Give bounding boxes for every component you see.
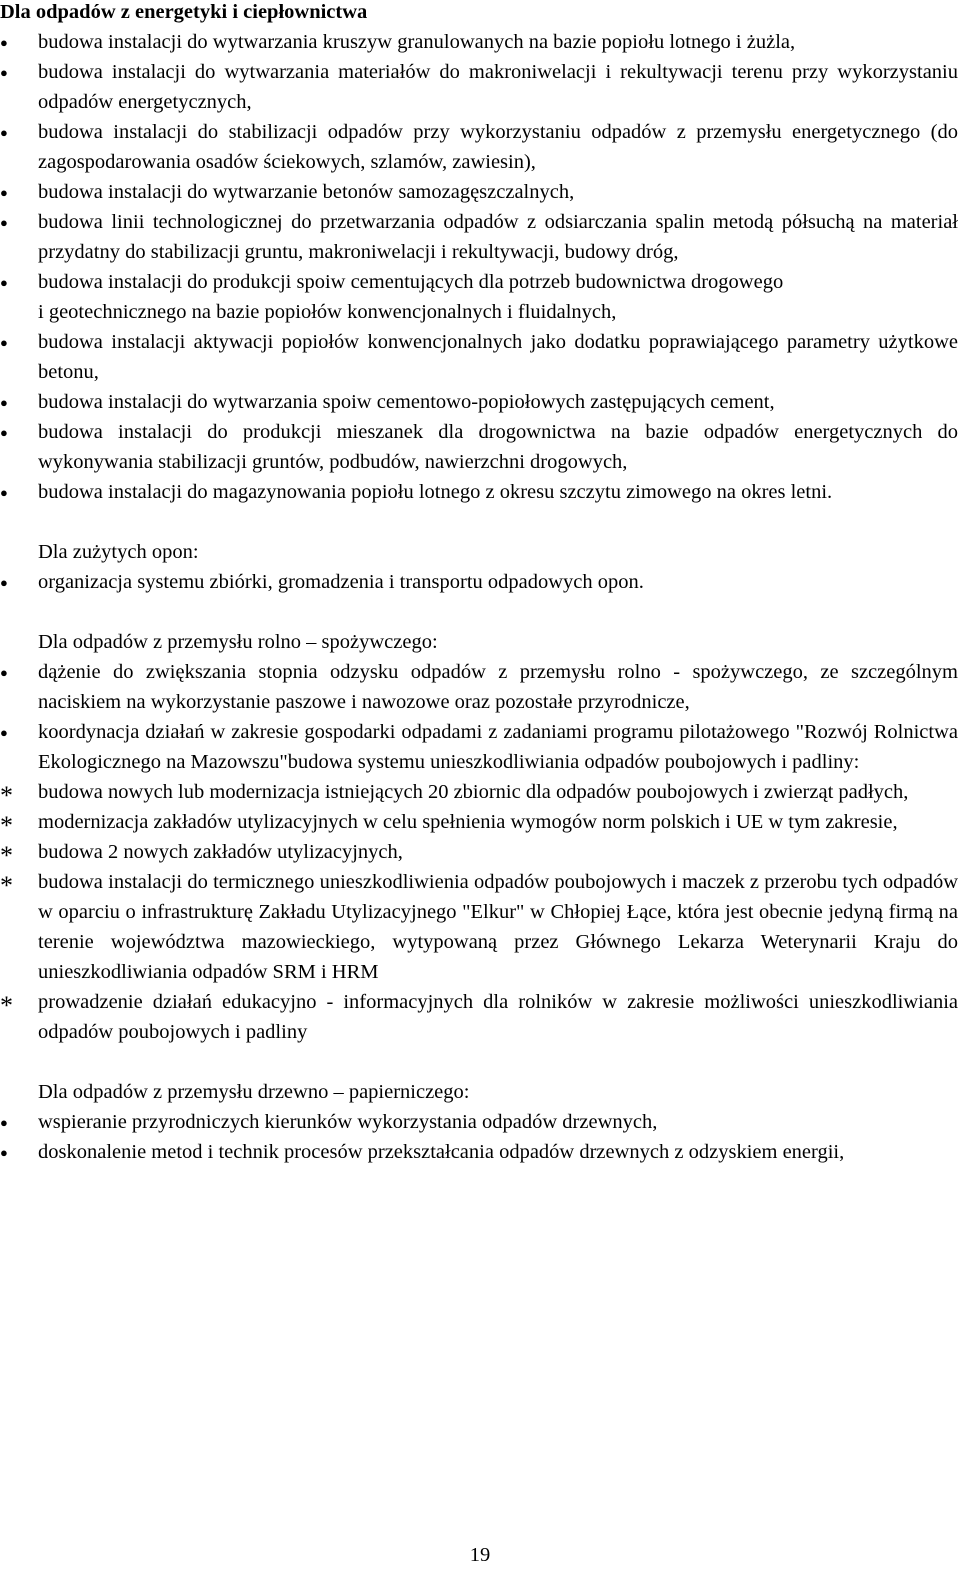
- list-item: [0, 477, 958, 507]
- list-item-text: budowa 2 nowych zakładów utylizacyjnych,: [38, 841, 403, 863]
- list-item: [0, 417, 958, 477]
- asterisk-icon: [0, 867, 20, 898]
- list-item: [0, 1107, 958, 1137]
- asterisk-icon: [0, 777, 20, 808]
- list-item-text: organizacja systemu zbiórki, gromadzenia i transportu odpadowych opon.: [38, 571, 644, 593]
- list-item: [0, 567, 958, 597]
- sub-list-item: [0, 807, 958, 837]
- bullet-icon: [0, 567, 20, 600]
- bullet-icon: [0, 417, 20, 450]
- list-item-text: doskonalenie metod i technik procesów przekształcania odpadów drzewnych z odzyskiem energii,: [38, 1141, 845, 1163]
- bullet-icon: [0, 57, 20, 90]
- bullet-icon: [0, 1107, 20, 1140]
- asterisk-icon: [0, 837, 20, 868]
- list-item-text: budowa instalacji aktywacji popiołów konwencjonalnych jako dodatku poprawiającego parametry użytkowe betonu,: [38, 331, 958, 383]
- asterisk-icon: [0, 987, 20, 1018]
- sub-list-item: [0, 777, 958, 807]
- list-item-text: koordynacja działań w zakresie gospodarki odpadami z zadaniami programu pilotażowego "Rozwój Rolnictwa Ekologicznego na Mazowszu"budowa systemu unieszkodliwiania odpadów poubojowych i padliny:: [38, 721, 958, 773]
- list-item: [0, 177, 958, 207]
- list-item-text: budowa instalacji do wytwarzania spoiw cementowo-popiołowych zastępujących cement,: [38, 391, 775, 413]
- sub-list-item: [0, 987, 958, 1047]
- bullet-icon: [0, 717, 20, 750]
- list-item: [0, 657, 958, 717]
- list-item-text: budowa instalacji do wytwarzania materiałów do makroniwelacji i rekultywacji terenu przy wykorzystaniu odpadów energetycznych,: [38, 61, 958, 113]
- bullet-icon: [0, 177, 20, 210]
- list-item-text: budowa instalacji do wytwarzania kruszyw granulowanych na bazie popiołu lotnego i żużla,: [38, 31, 796, 53]
- list-item-text: budowa instalacji do produkcji mieszanek dla drogownictwa na bazie odpadów energetycznych do wykonywania stabilizacji gruntów, podbudów, nawierzchni drogowych,: [38, 421, 958, 473]
- document-body: [0, 27, 958, 1167]
- spacer: [0, 1047, 958, 1077]
- list-item-text: budowa instalacji do magazynowania popiołu lotnego z okresu szczytu zimowego na okres letni.: [38, 481, 833, 503]
- list-item: [0, 117, 958, 177]
- section-heading-energy: Dla odpadów z energetyki i ciepłownictwa: [0, 1, 368, 23]
- list-item-text: prowadzenie działań edukacyjno - informacyjnych dla rolników w zakresie możliwości unieszkodliwiania odpadów poubojowych i padliny: [38, 991, 958, 1043]
- list-item: [0, 717, 958, 777]
- bullet-icon: [0, 117, 20, 150]
- asterisk-icon: [0, 807, 20, 838]
- bullet-icon: [0, 657, 20, 690]
- list-item-text: wspieranie przyrodniczych kierunków wykorzystania odpadów drzewnych,: [38, 1111, 658, 1133]
- sub-list-item: [0, 867, 958, 987]
- list-item-text: budowa instalacji do stabilizacji odpadów przy wykorzystaniu odpadów z przemysłu energetycznego (do zagospodarowania osadów ściekowych, szlamów, zawiesin),: [38, 121, 958, 173]
- section-title-wood: Dla odpadów z przemysłu drzewno – papierniczego:: [38, 1081, 470, 1103]
- list-item-text: dążenie do zwiększania stopnia odzysku odpadów z przemysłu rolno - spożywczego, ze szczególnym naciskiem na wykorzystanie paszowe i nawozowe oraz pozostałe przyrodnicze,: [38, 661, 958, 713]
- spacer: [0, 597, 958, 627]
- bullet-icon: [0, 387, 20, 420]
- spacer: [0, 507, 958, 537]
- list-item: [0, 387, 958, 417]
- list-item-text: modernizacja zakładów utylizacyjnych w celu spełnienia wymogów norm polskich i UE w tym zakresie,: [38, 811, 898, 833]
- list-item-text: budowa instalacji do wytwarzanie betonów samozagęszczalnych,: [38, 181, 575, 203]
- bullet-icon: [0, 327, 20, 360]
- list-item-continuation: i geotechnicznego na bazie popiołów konwencjonalnych i fluidalnych,: [38, 301, 617, 323]
- list-item: [0, 27, 958, 57]
- list-item: [0, 57, 958, 117]
- list-item-text: budowa nowych lub modernizacja istniejących 20 zbiornic dla odpadów poubojowych i zwierząt padłych,: [38, 781, 909, 803]
- section-title-tires: Dla zużytych opon:: [38, 541, 199, 563]
- list-item: [0, 207, 958, 267]
- bullet-icon: [0, 27, 20, 60]
- list-item-text: budowa instalacji do produkcji spoiw cementujących dla potrzeb budownictwa drogowego: [38, 271, 784, 293]
- section-title-agri: Dla odpadów z przemysłu rolno – spożywczego:: [38, 631, 438, 653]
- bullet-icon: [0, 477, 20, 510]
- list-item-text: budowa linii technologicznej do przetwarzania odpadów z odsiarczania spalin metodą półsuchą na materiał przydatny do stabilizacji gruntu, makroniwelacji i rekultywacji, budowy dróg,: [38, 211, 958, 263]
- page-number: 19: [469, 1544, 491, 1566]
- sub-list-item: [0, 837, 958, 867]
- bullet-icon: [0, 267, 20, 300]
- bullet-icon: [0, 207, 20, 240]
- list-item: [0, 1137, 958, 1167]
- list-item: [0, 267, 958, 297]
- list-item-text: budowa instalacji do termicznego unieszkodliwienia odpadów poubojowych i maczek z przerobu tych odpadów w oparciu o infrastrukturę Zakładu Utylizacyjnego "Elkur" w Chłopiej Łące, która jest obecnie jedyną firmą na terenie województwa mazowieckiego, wytypowaną przez Głównego Lekarza Weterynarii Kraju do unieszkodliwiania odpadów SRM i HRM: [38, 871, 958, 983]
- list-item: [0, 327, 958, 387]
- bullet-icon: [0, 1137, 20, 1170]
